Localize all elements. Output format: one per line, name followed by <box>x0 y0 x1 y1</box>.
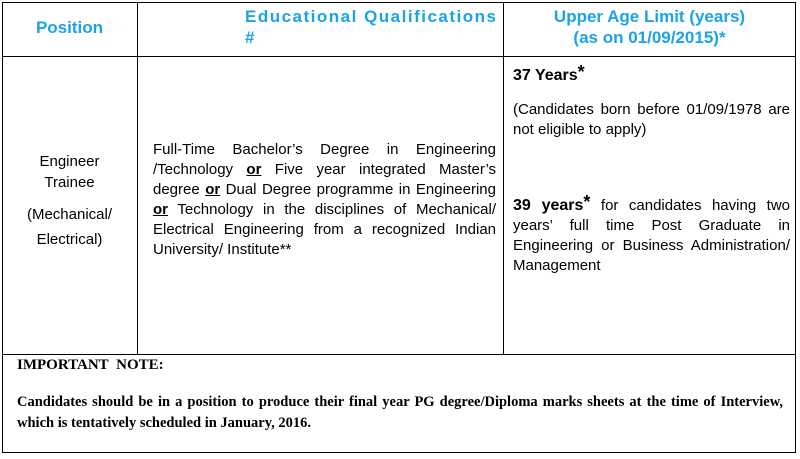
education-part-3: Dual Degree programme in Engineering <box>225 181 496 198</box>
position-line-1: Engineer <box>39 153 100 170</box>
education-part-4: Technology in the disciplines of Mechanical/ Electrical Engineering from a recognized Indian University/ Institute** <box>153 201 496 258</box>
position-line-3: (Mechanical/ <box>26 206 113 223</box>
education-part-1: Full-Time Bachelor’s Degree in Engineering /Technology <box>153 141 496 178</box>
age-limit-2-note: for candidates having two years’ full time Post Graduate in Engineering or Business Administration/ Management <box>513 197 790 274</box>
column-divider-2 <box>503 2 504 354</box>
age-limit-2 <box>513 192 790 276</box>
header-divider <box>2 56 796 57</box>
age-limit-1-value: 37 Years <box>513 67 578 84</box>
age-limit-1 <box>513 62 790 86</box>
education-or-3: or <box>153 201 168 218</box>
header-age-line1: Upper Age Limit (years) <box>553 7 746 26</box>
age-limit-2-value: 39 years <box>513 197 584 214</box>
position-cell <box>2 151 137 250</box>
header-education-label: Educational Qualifications <box>245 7 498 26</box>
position-line-2: Trainee <box>44 174 95 191</box>
age-cell <box>513 62 790 276</box>
header-age <box>503 6 796 48</box>
note-title: IMPORTANT NOTE: <box>17 357 164 373</box>
age-limit-1-note: (Candidates born before 01/09/1978 are not eligible to apply) <box>513 101 790 138</box>
note-body: Candidates should be in a position to produce their final year PG degree/Diploma marks sheets at the time of Interview, which is tentatively scheduled in January, 2016. <box>17 394 783 431</box>
education-or-2: or <box>205 181 221 198</box>
column-divider-1 <box>137 2 138 354</box>
age-limit-2-star: * <box>583 192 591 212</box>
header-position: Position <box>35 18 104 37</box>
education-part-2: Five year integrated Master’s degree <box>153 161 497 198</box>
age-limit-1-star: * <box>577 62 585 82</box>
header-education-mark: # <box>245 28 255 47</box>
header-age-line2: (as on 01/09/2015)* <box>573 28 726 47</box>
education-or-1: or <box>246 161 262 178</box>
education-cell <box>153 140 496 260</box>
position-line-4: Electrical) <box>36 231 103 248</box>
header-education <box>245 6 501 48</box>
